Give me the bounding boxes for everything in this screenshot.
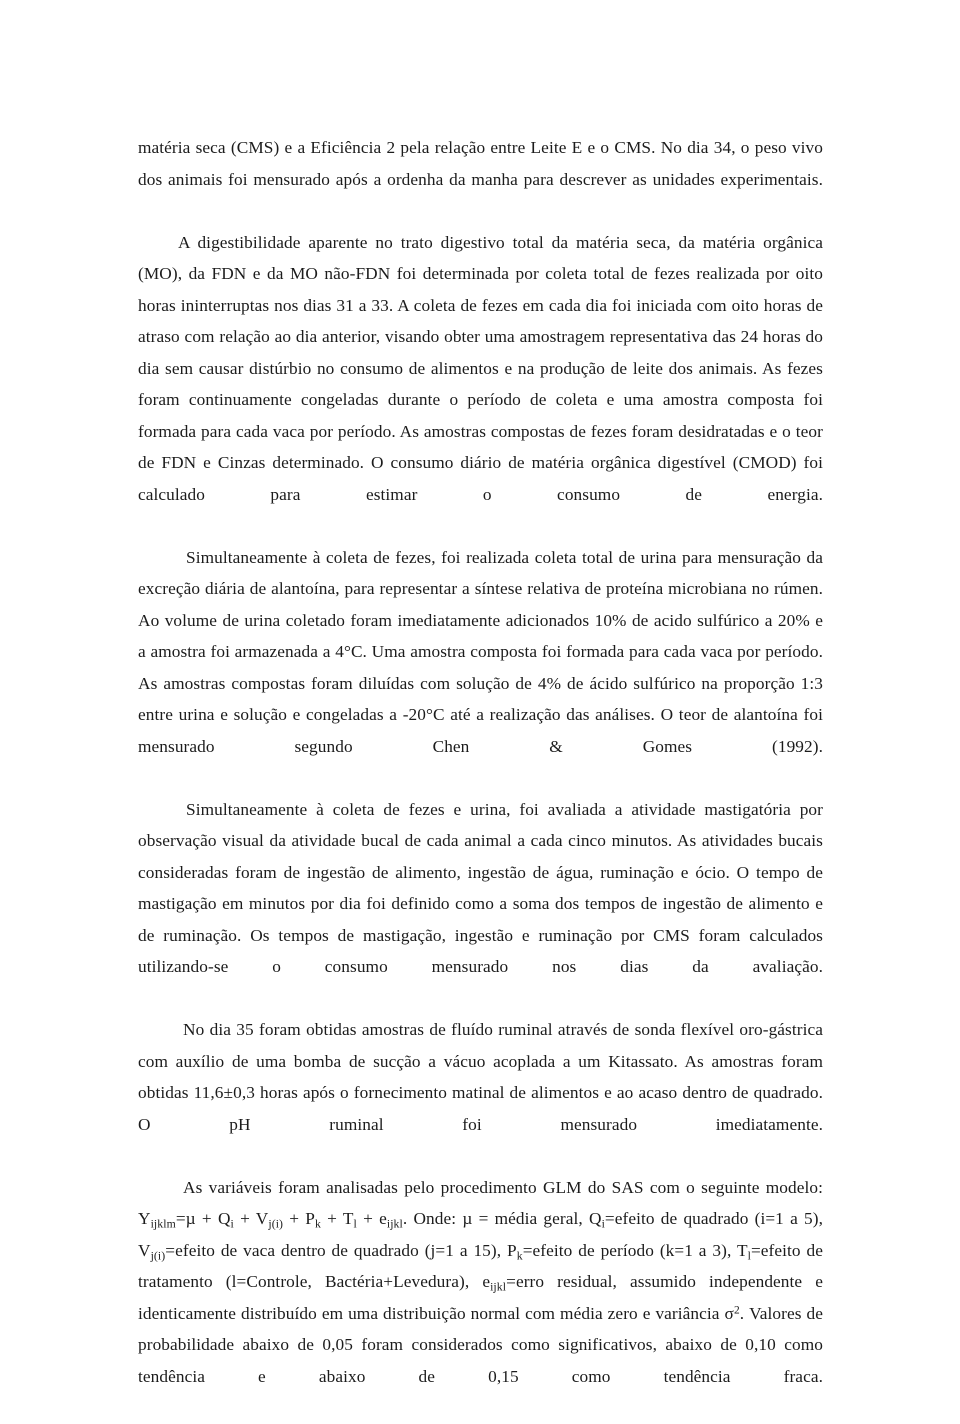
text-column bbox=[138, 132, 823, 1424]
model-terminator: . bbox=[402, 1209, 408, 1228]
definitions-lead: Onde: bbox=[413, 1209, 457, 1228]
definition-v bbox=[138, 1241, 175, 1260]
model-plus-4: + bbox=[327, 1209, 337, 1228]
model-mu: µ bbox=[185, 1209, 196, 1228]
paragraph-fluido-ruminal: No dia 35 foram obtidas amostras de fluído ruminal através de sonda flexível oro-gástrica com auxílio de uma bomba de sucção a vácuo acoplada a um Kitassato. As amostras foram obtidas 11,6±0,3 horas após o fornecimento matinal de alimentos e ao acaso dentro de quadrado. O pH ruminal foi mensurado imediatamente. bbox=[138, 1020, 823, 1134]
definition-e-subscript: ijkl bbox=[490, 1280, 507, 1294]
model-response-subscript: ijklm bbox=[150, 1217, 176, 1231]
model-response bbox=[138, 1209, 196, 1231]
model-term-t-symbol: T bbox=[342, 1209, 354, 1228]
model-term-t-subscript: l bbox=[353, 1217, 357, 1231]
definition-mu-text: média geral, bbox=[494, 1209, 583, 1228]
model-term-v bbox=[255, 1209, 284, 1231]
model-term-q bbox=[217, 1209, 234, 1231]
model-response-symbol: Y bbox=[138, 1209, 151, 1228]
definition-p-symbol: P bbox=[507, 1240, 517, 1260]
definition-p-text: efeito de período (k=1 a 3), bbox=[532, 1240, 732, 1260]
model-term-e-symbol: e bbox=[379, 1209, 387, 1228]
definition-e-sep: = bbox=[506, 1272, 516, 1291]
paragraph-atividade-mastigatoria: Simultaneamente à coleta de fezes e urina, foi avaliada a atividade mastigatória por observação visual da atividade bucal de cada animal a cada cinco minutos. As atividades bucais consideradas foram de ingestão de alimento, ingestão de água, ruminação e ócio. O tempo de mastigação em minutos por dia foi definido como a soma dos tempos de ingestão de alimento e de ruminação. Os tempos de mastigação, ingestão e ruminação por CMS foram calculados utilizando-se o consumo mensurado nos dias da avaliação. bbox=[138, 799, 823, 976]
definition-v-subscript: j(i) bbox=[150, 1248, 166, 1262]
definition-t-symbol: T bbox=[736, 1240, 748, 1260]
statistical-intro: As variáveis foram analisadas pelo procedimento GLM do SAS com o seguinte modelo: bbox=[183, 1177, 823, 1197]
paragraph-continuation: matéria seca (CMS) e a Eficiência 2 pela relação entre Leite E e o CMS. No dia 34, o peso vivo dos animais foi mensurado após a ordenha da manha para descrever as unidades experimentais. bbox=[138, 138, 823, 189]
statistical-closing: . Valores de probabilidade abaixo de 0,05 foram considerados como significativos, abaixo de 0,10 como tendência e abaixo de 0,15 como tendência fraca. bbox=[138, 1303, 823, 1386]
definition-q-symbol: Q bbox=[588, 1209, 602, 1228]
model-equals: = bbox=[175, 1209, 186, 1228]
definition-v-sep: = bbox=[165, 1240, 176, 1260]
model-plus-5: + bbox=[363, 1209, 373, 1228]
model-term-p-subscript: k bbox=[314, 1217, 321, 1231]
model-term-e-subscript: ijkl bbox=[386, 1217, 403, 1231]
definition-e bbox=[482, 1272, 516, 1294]
definition-p bbox=[507, 1241, 533, 1260]
definition-mu-sep: = bbox=[472, 1209, 495, 1228]
definition-t-subscript: l bbox=[747, 1248, 751, 1262]
definition-p-sep: = bbox=[522, 1240, 533, 1260]
definition-t-sep: = bbox=[750, 1240, 761, 1260]
definition-t-text: efeito de tratamento (l=Controle, Bactéria+Levedura), bbox=[138, 1240, 823, 1291]
model-term-v-symbol: V bbox=[255, 1209, 269, 1228]
variance-symbol: σ bbox=[724, 1303, 734, 1323]
variance-symbol-group bbox=[725, 1304, 740, 1323]
definition-v-symbol: V bbox=[138, 1240, 151, 1260]
model-term-v-subscript: j(i) bbox=[268, 1217, 284, 1231]
model-plus-1: + bbox=[201, 1209, 212, 1228]
definition-v-text: efeito de vaca dentro de quadrado (j=1 a 15), bbox=[175, 1240, 502, 1260]
paragraph-coleta-urina: Simultaneamente à coleta de fezes, foi realizada coleta total de urina para mensuração da excreção diária de alantoína, para representar a síntese relativa de proteína microbiana no rúmen. Ao volume de urina coletado foram imediatamente adicionados 10% de acido sulfúrico a 20% e a amostra foi armazenada a 4°C. Uma amostra composta foi formada para cada vaca por período. As amostras compostas foram diluídas com solução de 4% de ácido sulfúrico na proporção 1:3 entre urina e solução e congeladas a -20°C até a realização das análises. O teor de alantoína foi mensurado segundo Chen & Gomes (1992). bbox=[138, 547, 823, 756]
definition-q bbox=[588, 1209, 615, 1231]
model-term-p bbox=[305, 1209, 321, 1231]
definition-q-subscript: i bbox=[601, 1217, 605, 1231]
variance-exponent: 2 bbox=[733, 1304, 740, 1317]
model-term-p-symbol: P bbox=[305, 1209, 315, 1228]
definition-e-text: erro residual, assumido independente e identicamente distribuído em uma distribuição normal com média zero e variância bbox=[138, 1272, 823, 1323]
model-term-e bbox=[379, 1209, 408, 1231]
model-term-q-symbol: Q bbox=[217, 1209, 231, 1228]
definition-t bbox=[737, 1241, 761, 1260]
definition-q-text: efeito de quadrado (i=1 a 5), bbox=[614, 1209, 823, 1228]
model-term-q-subscript: i bbox=[230, 1217, 234, 1231]
model-term-t bbox=[342, 1209, 357, 1231]
definition-e-symbol: e bbox=[482, 1272, 491, 1291]
paragraph-digestibilidade: A digestibilidade aparente no trato digestivo total da matéria seca, da matéria orgânica (MO), da FDN e da MO não-FDN foi determinada por coleta total de fezes realizada por oito horas ininterruptas nos dias 31 a 33. A coleta de fezes em cada dia foi iniciada com oito horas de atraso com relação ao dia anterior, visando obter uma amostragem representativa das 24 horas do dia sem causar distúrbio no consumo de alimentos e na produção de leite dos animais. As fezes foram continuamente congeladas durante o período de coleta e uma amostra composta foi formada para cada vaca por período. As amostras compostas de fezes foram desidratadas e o teor de FDN e Cinzas determinado. O consumo diário de matéria orgânica digestível (CMOD) foi calculado para estimar o consumo de energia. bbox=[138, 232, 823, 504]
definition-mu-symbol: µ bbox=[462, 1209, 473, 1228]
model-plus-3: + bbox=[289, 1209, 300, 1228]
definition-p-subscript: k bbox=[516, 1248, 523, 1262]
paragraph-modelo-estatistico bbox=[138, 1172, 823, 1424]
definition-q-sep: = bbox=[604, 1209, 615, 1228]
model-equation bbox=[138, 1209, 413, 1231]
model-plus-2: + bbox=[240, 1209, 250, 1228]
